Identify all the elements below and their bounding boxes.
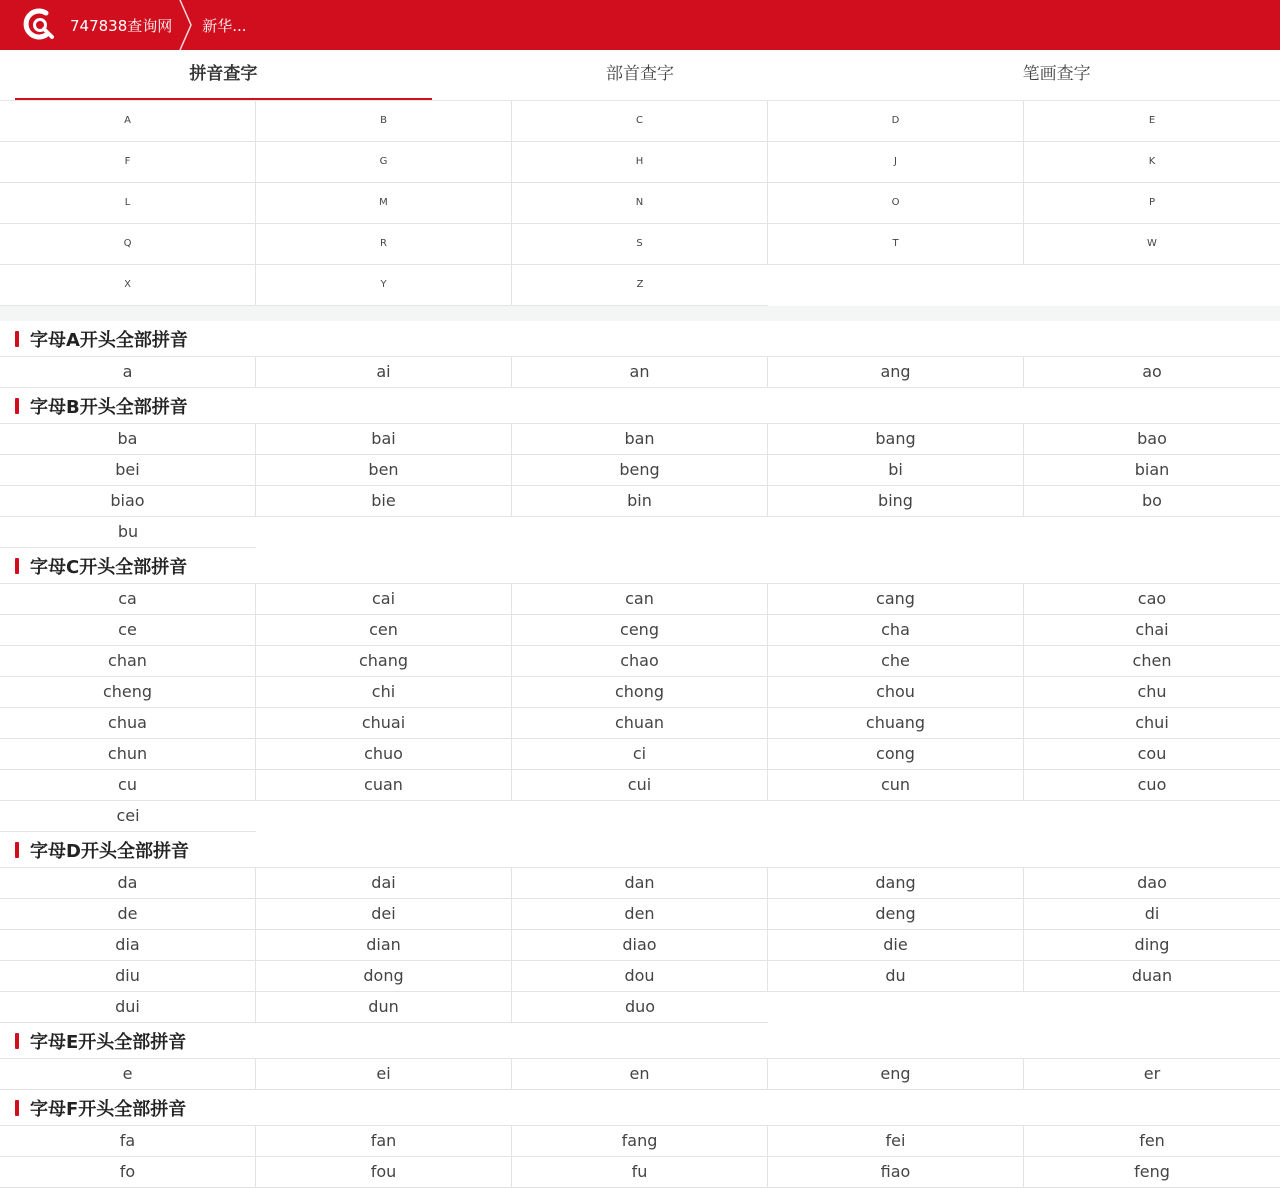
pinyin-link[interactable]: ci: [512, 739, 768, 770]
pinyin-link[interactable]: diu: [0, 961, 256, 992]
pinyin-grid: [0, 1059, 1280, 1090]
tab-stroke[interactable]: 笔画查字: [1022, 64, 1091, 84]
letter-link[interactable]: J: [768, 142, 1024, 183]
pinyin-link[interactable]: fiao: [768, 1157, 1024, 1188]
pinyin-link[interactable]: cu: [0, 770, 256, 801]
letter-link[interactable]: T: [768, 224, 1024, 265]
pinyin-link[interactable]: chuan: [512, 708, 768, 739]
pinyin-link[interactable]: bing: [768, 486, 1024, 517]
pinyin-link[interactable]: chua: [0, 708, 256, 739]
section-title-text: 字母C开头全部拼音: [30, 556, 188, 578]
letter-link[interactable]: Q: [0, 224, 256, 265]
letter-link[interactable]: M: [256, 183, 512, 224]
letter-link[interactable]: E: [1024, 101, 1280, 142]
section-title: [0, 1023, 1280, 1059]
pinyin-link[interactable]: diao: [512, 930, 768, 961]
pinyin-link[interactable]: deng: [768, 899, 1024, 930]
pinyin-link[interactable]: bian: [1024, 455, 1280, 486]
pinyin-link[interactable]: cong: [768, 739, 1024, 770]
pinyin-link[interactable]: chao: [512, 646, 768, 677]
pinyin-link[interactable]: fang: [512, 1126, 768, 1157]
pinyin-link[interactable]: duo: [512, 992, 768, 1023]
tab-radical[interactable]: 部首查字: [606, 64, 674, 84]
pinyin-link[interactable]: bie: [256, 486, 512, 517]
logo-search-icon[interactable]: [18, 3, 62, 47]
letter-link[interactable]: D: [768, 101, 1024, 142]
pinyin-link[interactable]: fu: [512, 1157, 768, 1188]
pinyin-link[interactable]: dui: [0, 992, 256, 1023]
pinyin-link[interactable]: ben: [256, 455, 512, 486]
pinyin-link[interactable]: cuan: [256, 770, 512, 801]
pinyin-grid: [0, 868, 1280, 1023]
pinyin-sections: [0, 321, 1280, 1188]
pinyin-link[interactable]: ban: [512, 424, 768, 455]
pinyin-link[interactable]: dai: [256, 868, 512, 899]
pinyin-link[interactable]: fo: [0, 1157, 256, 1188]
title-accent-bar: [15, 398, 19, 414]
pinyin-link[interactable]: dong: [256, 961, 512, 992]
pinyin-link[interactable]: chu: [1024, 677, 1280, 708]
pinyin-link[interactable]: bi: [768, 455, 1024, 486]
pinyin-grid: [0, 424, 1280, 548]
section-title-text: 字母D开头全部拼音: [30, 840, 189, 862]
pinyin-link[interactable]: chui: [1024, 708, 1280, 739]
pinyin-link[interactable]: dao: [1024, 868, 1280, 899]
pinyin-link[interactable]: fou: [256, 1157, 512, 1188]
pinyin-link[interactable]: feng: [1024, 1157, 1280, 1188]
title-accent-bar: [15, 1100, 19, 1116]
title-accent-bar: [15, 558, 19, 574]
pinyin-link[interactable]: ceng: [512, 615, 768, 646]
pinyin-link[interactable]: chi: [256, 677, 512, 708]
pinyin-link[interactable]: chou: [768, 677, 1024, 708]
letter-link[interactable]: W: [1024, 224, 1280, 265]
section-title: [0, 388, 1280, 424]
pinyin-link[interactable]: eng: [768, 1059, 1024, 1090]
pinyin-link[interactable]: chong: [512, 677, 768, 708]
pinyin-link[interactable]: cha: [768, 615, 1024, 646]
pinyin-link[interactable]: ca: [0, 584, 256, 615]
pinyin-link[interactable]: ao: [1024, 357, 1280, 388]
pinyin-link[interactable]: cui: [512, 770, 768, 801]
section-title-text: 字母F开头全部拼音: [30, 1098, 187, 1120]
pinyin-link[interactable]: ce: [0, 615, 256, 646]
pinyin-link[interactable]: bo: [1024, 486, 1280, 517]
pinyin-link[interactable]: bin: [512, 486, 768, 517]
letter-link[interactable]: L: [0, 183, 256, 224]
pinyin-link[interactable]: bei: [0, 455, 256, 486]
pinyin-link[interactable]: e: [0, 1059, 256, 1090]
pinyin-link[interactable]: du: [768, 961, 1024, 992]
pinyin-link[interactable]: ang: [768, 357, 1024, 388]
pinyin-link[interactable]: fen: [1024, 1126, 1280, 1157]
pinyin-link[interactable]: den: [512, 899, 768, 930]
pinyin-link[interactable]: cen: [256, 615, 512, 646]
pinyin-link[interactable]: chang: [256, 646, 512, 677]
site-header: [0, 0, 1280, 50]
section-title-text: 字母B开头全部拼音: [30, 396, 188, 418]
pinyin-link[interactable]: chai: [1024, 615, 1280, 646]
section-divider: [0, 306, 1280, 321]
pinyin-link[interactable]: dian: [256, 930, 512, 961]
section-title: [0, 1090, 1280, 1126]
pinyin-link[interactable]: an: [512, 357, 768, 388]
pinyin-link[interactable]: bang: [768, 424, 1024, 455]
pinyin-link[interactable]: ba: [0, 424, 256, 455]
site-name-link[interactable]: 747838查询网: [70, 16, 173, 35]
pinyin-link[interactable]: che: [768, 646, 1024, 677]
pinyin-grid: [0, 1126, 1280, 1188]
pinyin-link[interactable]: ding: [1024, 930, 1280, 961]
pinyin-link[interactable]: de: [0, 899, 256, 930]
breadcrumb-current: 新华...: [202, 16, 247, 35]
lookup-tabs: [0, 50, 1280, 101]
pinyin-link[interactable]: biao: [0, 486, 256, 517]
pinyin-link[interactable]: die: [768, 930, 1024, 961]
letter-link[interactable]: O: [768, 183, 1024, 224]
pinyin-link[interactable]: cuo: [1024, 770, 1280, 801]
pinyin-link[interactable]: can: [512, 584, 768, 615]
pinyin-link[interactable]: dun: [256, 992, 512, 1023]
letter-link[interactable]: H: [512, 142, 768, 183]
letter-link[interactable]: G: [256, 142, 512, 183]
section-title: [0, 548, 1280, 584]
pinyin-link[interactable]: cou: [1024, 739, 1280, 770]
pinyin-link[interactable]: er: [1024, 1059, 1280, 1090]
title-accent-bar: [15, 842, 19, 858]
letter-link[interactable]: S: [512, 224, 768, 265]
letter-index-grid: [0, 101, 1280, 306]
chevron-right-icon: [178, 0, 194, 50]
pinyin-link[interactable]: da: [0, 868, 256, 899]
pinyin-link[interactable]: cei: [0, 801, 256, 832]
tab-pinyin[interactable]: 拼音查字: [15, 50, 432, 100]
pinyin-grid: [0, 357, 1280, 388]
pinyin-link[interactable]: cheng: [0, 677, 256, 708]
section-title: [0, 832, 1280, 868]
pinyin-link[interactable]: chan: [0, 646, 256, 677]
pinyin-link[interactable]: cao: [1024, 584, 1280, 615]
pinyin-link[interactable]: fei: [768, 1126, 1024, 1157]
pinyin-link[interactable]: cun: [768, 770, 1024, 801]
pinyin-link[interactable]: dei: [256, 899, 512, 930]
pinyin-link[interactable]: bai: [256, 424, 512, 455]
section-title-text: 字母E开头全部拼音: [30, 1031, 187, 1053]
pinyin-link[interactable]: ei: [256, 1059, 512, 1090]
pinyin-link[interactable]: duan: [1024, 961, 1280, 992]
letter-link[interactable]: A: [0, 101, 256, 142]
pinyin-link[interactable]: dou: [512, 961, 768, 992]
pinyin-link[interactable]: fa: [0, 1126, 256, 1157]
pinyin-link[interactable]: ai: [256, 357, 512, 388]
pinyin-link[interactable]: bu: [0, 517, 256, 548]
letter-link[interactable]: C: [512, 101, 768, 142]
pinyin-link[interactable]: di: [1024, 899, 1280, 930]
pinyin-link[interactable]: chuo: [256, 739, 512, 770]
pinyin-link[interactable]: chuang: [768, 708, 1024, 739]
pinyin-link[interactable]: bao: [1024, 424, 1280, 455]
pinyin-link[interactable]: cang: [768, 584, 1024, 615]
letter-link[interactable]: Y: [256, 265, 512, 306]
pinyin-link[interactable]: chun: [0, 739, 256, 770]
letter-link[interactable]: K: [1024, 142, 1280, 183]
letter-link[interactable]: N: [512, 183, 768, 224]
letter-link[interactable]: Z: [512, 265, 768, 306]
pinyin-link[interactable]: cai: [256, 584, 512, 615]
section-title-text: 字母A开头全部拼音: [30, 329, 188, 351]
letter-link[interactable]: R: [256, 224, 512, 265]
title-accent-bar: [15, 331, 19, 347]
title-accent-bar: [15, 1033, 19, 1049]
pinyin-link[interactable]: beng: [512, 455, 768, 486]
letter-link[interactable]: F: [0, 142, 256, 183]
letter-link[interactable]: P: [1024, 183, 1280, 224]
pinyin-link[interactable]: fan: [256, 1126, 512, 1157]
section-title: [0, 321, 1280, 357]
letter-link[interactable]: B: [256, 101, 512, 142]
pinyin-link[interactable]: dia: [0, 930, 256, 961]
pinyin-link[interactable]: en: [512, 1059, 768, 1090]
pinyin-link[interactable]: dan: [512, 868, 768, 899]
pinyin-link[interactable]: a: [0, 357, 256, 388]
pinyin-link[interactable]: chen: [1024, 646, 1280, 677]
pinyin-link[interactable]: dang: [768, 868, 1024, 899]
pinyin-link[interactable]: chuai: [256, 708, 512, 739]
letter-link[interactable]: X: [0, 265, 256, 306]
pinyin-grid: [0, 584, 1280, 832]
